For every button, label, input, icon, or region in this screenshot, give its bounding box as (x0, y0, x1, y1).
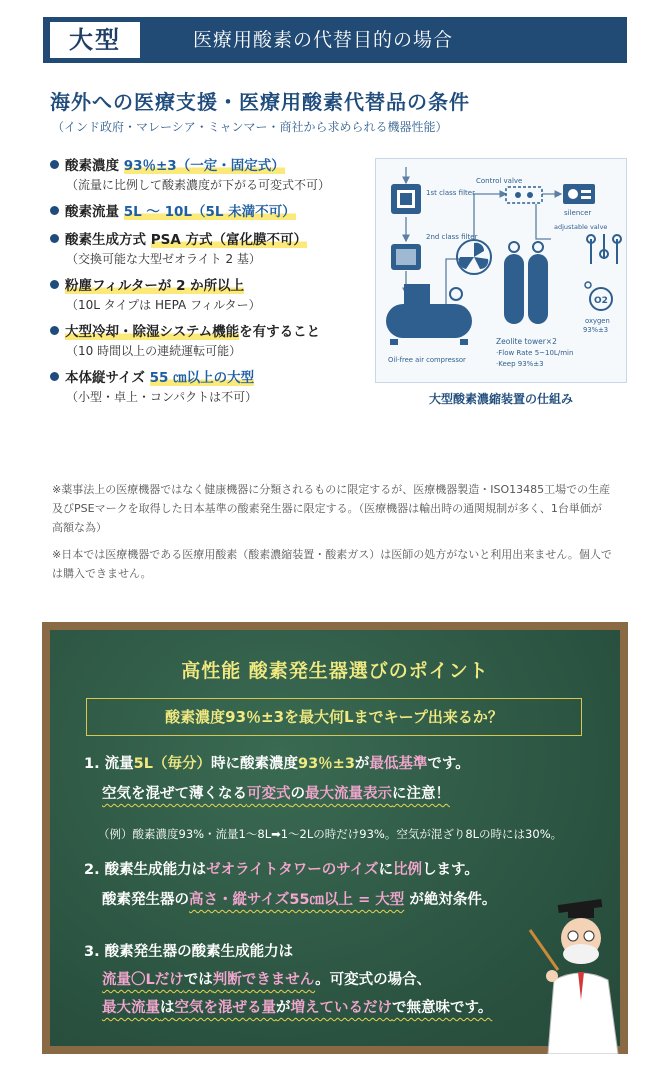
adjustable-label: adjustable valve (554, 223, 608, 231)
section-subtitle: （インド政府・マレーシア・ミャンマー・商社から求められる機器性能） (52, 120, 448, 134)
filter-icon (391, 184, 421, 214)
list-item (50, 156, 370, 194)
silencer-label: silencer (564, 209, 592, 217)
list-item (50, 276, 370, 314)
compressor-label: Oil-free air compressor (388, 356, 466, 364)
req-value: 93％±3（一定・固定式） (123, 158, 285, 174)
point-1-line-1: 1. 流量5L（毎分）時に酸素濃度93％±3が最低基準です。 (84, 756, 470, 772)
chalkboard-surface (50, 630, 620, 1046)
notes (52, 480, 612, 591)
oxygen-pct-label: 93%±3 (583, 326, 609, 334)
oxygen-label: oxygen (585, 317, 610, 325)
zeolite-tower-icon (504, 242, 548, 324)
example-note: （例）酸素濃度93%・流量1〜8L➡1〜2Lの時だけ93%。空気が混ざり8Lの時には30%。 (98, 827, 563, 841)
filter1-label: 1st class filter (426, 189, 475, 197)
list-item (50, 368, 370, 406)
req-value: 5L 〜 10L（5L 未満不可） (123, 204, 296, 220)
flow-label: ·Flow Rate 5~10L/min (496, 349, 574, 357)
req-label: 酸素生成方式 (65, 232, 151, 248)
chalkboard (42, 622, 628, 1054)
zeolite-label: Zeolite tower×2 (496, 337, 557, 346)
req-note: （10 時間以上の連続運転可能） (66, 344, 242, 358)
point-3-line-2: 流量〇Lだけでは判断できません。可変式の場合、 (102, 972, 432, 988)
point-2-line-1: 2. 酸素生成能力はゼオライトタワーのサイズに比例します。 (84, 862, 479, 878)
req-label: 酸素流量 (65, 204, 124, 220)
bullet-icon (50, 206, 59, 215)
list-item (50, 322, 370, 360)
req-value: 55 ㎝以上の大型 (149, 370, 255, 386)
diagram-caption: 大型酸素濃縮装置の仕組み (428, 392, 573, 406)
section-title: 海外への医療支援・医療用酸素代替品の条件 (50, 90, 470, 114)
fan-icon (457, 240, 491, 274)
req-value: 大型冷却・除湿システム機能 (65, 324, 240, 340)
req-label: を有すること (239, 324, 321, 340)
valve-icon (506, 187, 542, 203)
req-note: （小型・卓上・コンパクトは不可） (66, 390, 258, 404)
keep-label: ·Keep 93%±3 (496, 360, 544, 368)
diagram-svg (376, 159, 626, 382)
point-1-line-2: 空気を混ぜて薄くなる可変式の最大流量表示に注意！ (102, 786, 450, 802)
board-title: 高性能 酸素発生器選びのポイント (181, 660, 489, 682)
section-header (43, 17, 627, 63)
professor-icon (528, 890, 628, 1054)
question-box: 酸素濃度93％±3を最大何Lまでキープ出来るか？ (86, 698, 582, 736)
req-value: PSA 方式（富化膜不可） (150, 232, 307, 248)
req-note: （10L タイプは HEPA フィルター） (66, 298, 261, 312)
req-value: 2 か所以上 (176, 278, 245, 294)
req-label: 粉塵フィルターが (65, 278, 177, 294)
req-note: （交換可能な大型ゼオライト 2 基） (66, 252, 261, 266)
point-3-line-3: 最大流量は空気を混ぜる量が増えているだけで無意味です。 (102, 1000, 493, 1016)
bullet-icon (50, 280, 59, 289)
note-item: ※日本では医療機器である医療用酸素（酸素濃縮装置・酸素ガス）は医師の処方がないと利用出来ません。個人では購入できません。 (52, 548, 612, 580)
bullet-icon (50, 234, 59, 243)
point-2-line-2: 酸素発生器の高さ・縦サイズ55㎝以上 = 大型 が絶対条件。 (102, 892, 497, 908)
concentrator-diagram (375, 158, 627, 383)
bullet-icon (50, 160, 59, 169)
bullet-icon (50, 372, 59, 381)
size-tag: 大型 (50, 22, 140, 58)
req-label: 酸素濃度 (65, 158, 124, 174)
filter2-label: 2nd class filter (426, 233, 478, 241)
control-label: Control valve (476, 177, 523, 185)
list-item (50, 202, 370, 222)
adjustable-valve-icon (587, 234, 621, 264)
bullet-icon (50, 326, 59, 335)
note-item: ※薬事法上の医療機器ではなく健康機器に分類されるものに限定するが、医療機器製造・ISO13485工場での生産及びPSEマークを取得した日本基準の酸素発生器に限定する。（医療機器は輸出時の通関規制が多く、1台単価が高額な為） (52, 483, 611, 534)
o2-label: O2 (594, 296, 608, 306)
point-3-line-1: 3. 酸素発生器の酸素生成能力は (84, 944, 294, 960)
compressor-icon (386, 284, 472, 345)
requirements-list (50, 156, 370, 414)
filter-icon (391, 244, 421, 270)
list-item (50, 230, 370, 268)
header-title: 医療用酸素の代替目的の場合 (193, 29, 454, 51)
req-label: 本体縦サイズ (65, 370, 150, 386)
req-note: （流量に比例して酸素濃度が下がる可変式不可） (66, 178, 331, 192)
silencer-icon (563, 184, 595, 204)
